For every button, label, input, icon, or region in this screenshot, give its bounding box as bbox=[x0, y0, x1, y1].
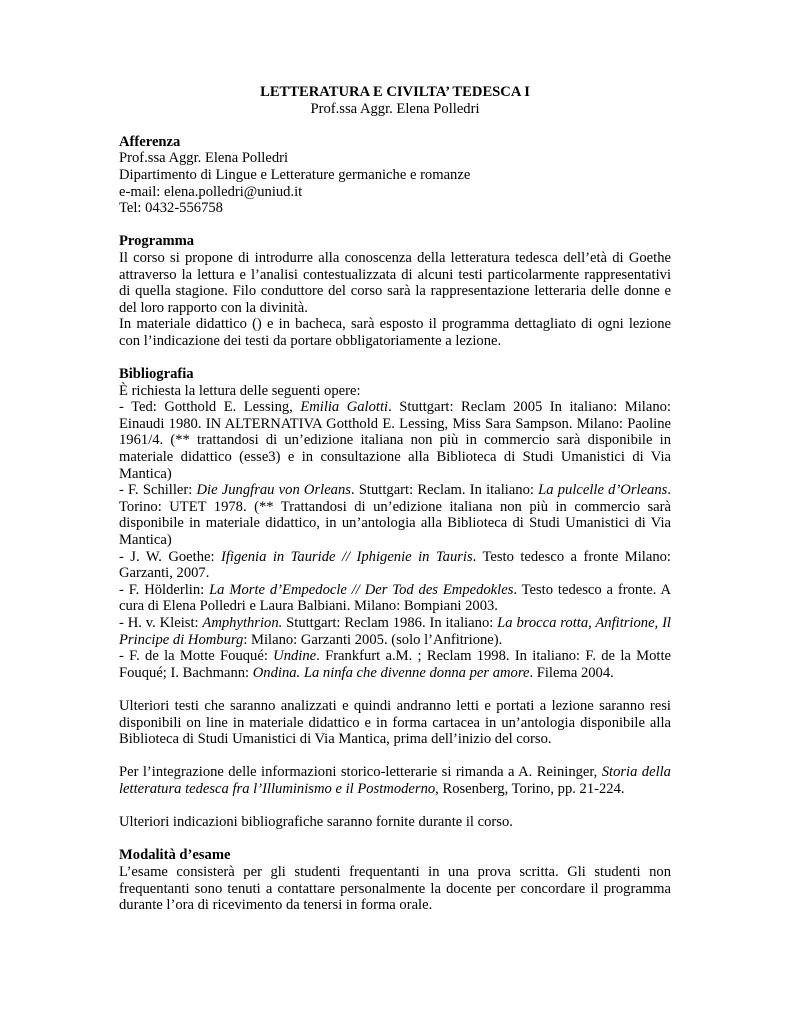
afferenza-heading: Afferenza bbox=[119, 133, 181, 150]
entry-text: - F. de la Motte Fouqué: bbox=[119, 648, 274, 665]
esame-paragraph: L’esame consisterà per gli studenti frequentanti in una prova scritta. Gli studenti non frequentanti sono tenuti a contattare personalmente la docente per concordare il programma durante l’ora di ricevimento da tenersi in forma orale. bbox=[119, 863, 671, 914]
entry-text: Stuttgart: Reclam 1986. In italiano: bbox=[282, 615, 498, 631]
entry-title: La Morte d’Empedocle // Der Tod des Empedokles bbox=[209, 581, 514, 598]
entry-text: - F. Schiller: bbox=[119, 482, 197, 499]
entry-text: - J. W. Goethe: bbox=[119, 548, 221, 565]
entry-text: - Ted: Gotthold E. Lessing, bbox=[119, 399, 301, 416]
entry-title: Ondina. La ninfa che divenne donna per amore bbox=[252, 664, 530, 681]
entry-text: . Filema 2004. bbox=[529, 664, 614, 681]
entry-title: La brocca rotta, Anfitrione, Il Principe di Homburg bbox=[119, 615, 671, 648]
entry-text: . Stuttgart: Reclam 2005 In italiano: Milano: Einaudi 1980. IN ALTERNATIVA Gotthold E. Lessing, Miss Sara Sampson. Milano: Paoline 1961/4. (** trattandosi di un’edizione italiana non più in commercio sarà disponibile in materiale didattico (esse3) e in consultazione alla Biblioteca di Studi Umanistici di Via Mantica) bbox=[119, 399, 671, 482]
programma-paragraph-1: Il corso si propone di introdurre alla conoscenza della letteratura tedesca dell’età di Goethe attraverso la lettura e l’analisi contestualizzata di alcuni testi particolarmente rappresentativi di quella stagione. Filo conduttore del corso sarà la rappresentazione letteraria delle donne e del loro rapporto con la divinità. bbox=[119, 249, 671, 316]
indicazioni-paragraph: Ulteriori indicazioni bibliografiche saranno fornite durante il corso. bbox=[119, 814, 513, 831]
esame-heading: Modalità d’esame bbox=[119, 847, 231, 864]
document-subtitle: Prof.ssa Aggr. Elena Polledri bbox=[310, 100, 480, 117]
entry-title: Undine bbox=[273, 648, 317, 665]
programma-paragraph-2: In materiale didattico () e in bacheca, sarà esposto il programma dettagliato di ogni lezione con l’indicazione dei testi da portare obbligatoriamente a lezione. bbox=[119, 316, 671, 349]
paragraph-text: Per l’integrazione delle informazioni storico-letterarie si rimanda a A. Reininger, bbox=[119, 764, 602, 781]
entry-text: : Milano: Garzanti 2005. (solo l’Anfitrione). bbox=[243, 631, 503, 648]
bibliography-entry-fouque bbox=[119, 648, 671, 681]
ulteriori-testi-paragraph: Ulteriori testi che saranno analizzati e quindi andranno letti e portati a lezione saranno resi disponibili on line in materiale didattico e in forma cartacea in un’antologia disponibile alla Biblioteca di Studi Umanistici di Via Mantica, prima dell’inizio del corso. bbox=[119, 697, 671, 748]
afferenza-line-department: Dipartimento di Lingue e Letterature germaniche e romanze bbox=[119, 166, 471, 183]
programma-heading: Programma bbox=[119, 233, 195, 250]
integrazione-paragraph bbox=[119, 764, 671, 797]
entry-text: . Stuttgart: Reclam. In italiano: bbox=[350, 482, 539, 499]
document-title: LETTERATURA E CIVILTA’ TEDESCA I bbox=[260, 84, 530, 100]
entry-title: Emilia Galotti bbox=[300, 399, 389, 416]
afferenza-line-phone: Tel: 0432-556758 bbox=[119, 200, 223, 217]
entry-text: - H. v. Kleist: bbox=[119, 615, 203, 631]
bibliografia-intro: È richiesta la lettura delle seguenti opere: bbox=[119, 382, 361, 399]
entry-text: . Torino: UTET 1978. (** Trattandosi di un’edizione italiana non più in commercio sarà disponibile in materiale didattico, in un’antologia alla Biblioteca di Studi Umanistici di Via Mantica) bbox=[119, 482, 671, 549]
bibliography-entry-goethe bbox=[119, 549, 671, 582]
afferenza-line-email: e-mail: elena.polledri@uniud.it bbox=[119, 183, 303, 200]
entry-text: . Testo tedesco a fronte Milano: Garzanti, 2007. bbox=[119, 548, 671, 582]
entry-title: La pulcelle d’Orleans bbox=[538, 482, 668, 499]
bibliography-entry-lessing bbox=[119, 399, 671, 482]
reference-title: Storia della letteratura tedesca fra l’Illuminismo e il Postmoderno bbox=[119, 764, 671, 797]
bibliography-entry-kleist bbox=[119, 615, 671, 648]
entry-title: Ifigenia in Tauride // Iphigenie in Tauris bbox=[221, 548, 473, 565]
bibliografia-heading: Bibliografia bbox=[119, 366, 194, 383]
entry-text: - F. Hölderlin: bbox=[119, 581, 210, 598]
bibliography-entry-holderlin bbox=[119, 582, 671, 615]
entry-title: Amphythrion. bbox=[202, 615, 283, 631]
entry-title: Die Jungfrau von Orleans bbox=[196, 482, 351, 499]
paragraph-text: , Rosenberg, Torino, pp. 21-224. bbox=[435, 780, 625, 797]
entry-text: . Testo tedesco a fronte. A cura di Elena Polledri e Laura Balbiani. Milano: Bompiani 2003. bbox=[119, 581, 671, 615]
bibliography-entry-schiller bbox=[119, 482, 671, 548]
afferenza-line-name: Prof.ssa Aggr. Elena Polledri bbox=[119, 150, 289, 167]
entry-text: . Frankfurt a.M. ; Reclam 1998. In italiano: F. de la Motte Fouqué; I. Bachmann: bbox=[119, 648, 671, 681]
document-page bbox=[119, 84, 671, 914]
